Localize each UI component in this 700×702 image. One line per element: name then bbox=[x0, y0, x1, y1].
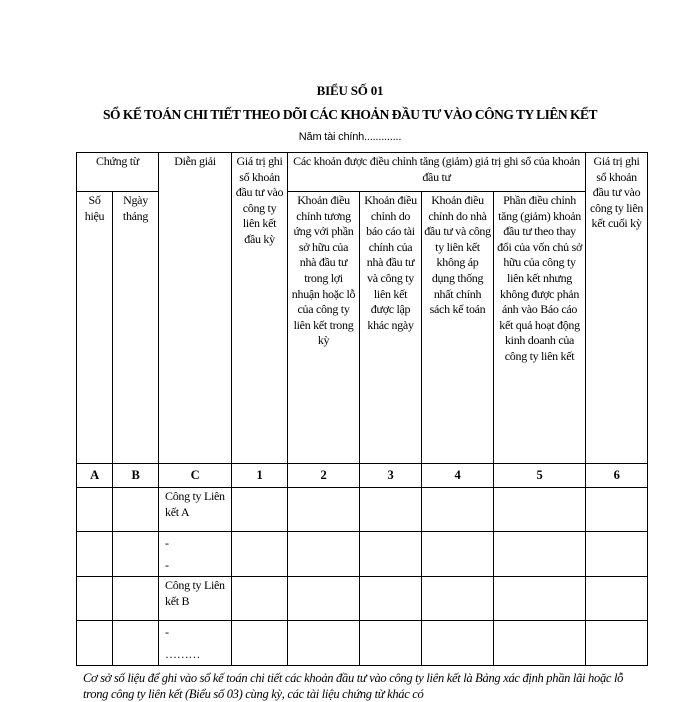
code-3: 3 bbox=[360, 464, 422, 488]
header-col-3: Khoản điều chỉnh do báo cáo tài chính của nhà đầu tư và công ty liên kết được lập khác ngày bbox=[360, 192, 422, 464]
header-gia-tri-dau-ky: Giá trị ghi sổ khoản đầu tư vào công ty liên kết đầu kỳ bbox=[232, 153, 288, 464]
form-number: BIỂU SỐ 01 bbox=[316, 83, 384, 98]
row-line-2: ……… bbox=[165, 646, 201, 661]
ledger-title: SỔ KẾ TOÁN CHI TIẾT THEO DÕI CÁC KHOẢN ĐẦU TƯ VÀO CÔNG TY LIÊN KẾT bbox=[103, 107, 597, 122]
row-placeholder bbox=[159, 621, 232, 666]
header-chung-tu: Chứng từ bbox=[77, 153, 159, 192]
header-so-hieu: Số hiệu bbox=[77, 192, 113, 464]
table-row bbox=[77, 488, 648, 532]
header-gia-tri-cuoi-ky: Giá trị ghi sổ khoản đầu tư vào công ty liên kết cuối kỳ bbox=[586, 153, 648, 464]
header-col-5: Phần điều chỉnh tăng (giảm) khoản đầu tư theo thay đổi của vốn chủ sở hữu của công ty liên kết nhưng không được phản ánh vào Báo cáo kết quả hoạt động kinh doanh của công ty liên kết bbox=[494, 192, 586, 464]
code-b: B bbox=[113, 464, 159, 488]
footnote: Cơ sở số liệu để ghi vào sổ kế toán chi tiết các khoản đầu tư vào công ty liên kết là Bảng xác định phần lãi hoặc lỗ trong công ty liên kết (Biểu số 03) cùng kỳ, các tài liệu chứng từ khác có bbox=[83, 671, 624, 701]
code-6: 6 bbox=[586, 464, 648, 488]
row-label: Công ty Liên kết A bbox=[159, 488, 232, 532]
header-adjustments-group: Các khoản được điều chỉnh tăng (giảm) giá trị ghi sổ của khoản đầu tư bbox=[288, 153, 586, 192]
row-line-1: - bbox=[165, 625, 169, 639]
table-row bbox=[77, 532, 648, 577]
ledger-table bbox=[76, 152, 648, 666]
header-ngay-thang: Ngày tháng bbox=[113, 192, 159, 464]
header-dien-giai: Diễn giải bbox=[159, 153, 232, 464]
code-2: 2 bbox=[288, 464, 360, 488]
row-line-1: - bbox=[165, 536, 169, 550]
code-a: A bbox=[77, 464, 113, 488]
fiscal-year: Năm tài chính............. bbox=[298, 131, 402, 143]
header-col-2: Khoản điều chỉnh tương ứng với phần sở hữu của nhà đầu tư trong lợi nhuận hoặc lỗ của công ty liên kết trong kỳ bbox=[288, 192, 360, 464]
code-4: 4 bbox=[422, 464, 494, 488]
row-placeholder bbox=[159, 532, 232, 577]
code-5: 5 bbox=[494, 464, 586, 488]
row-line-2: - bbox=[165, 557, 169, 572]
header-col-4: Khoản điều chỉnh do nhà đầu tư và công ty liên kết không áp dụng thống nhất chính sách kế toán bbox=[422, 192, 494, 464]
table-row bbox=[77, 621, 648, 666]
code-1: 1 bbox=[232, 464, 288, 488]
table-row bbox=[77, 577, 648, 621]
code-c: C bbox=[159, 464, 232, 488]
row-label: Công ty Liên kết B bbox=[159, 577, 232, 621]
